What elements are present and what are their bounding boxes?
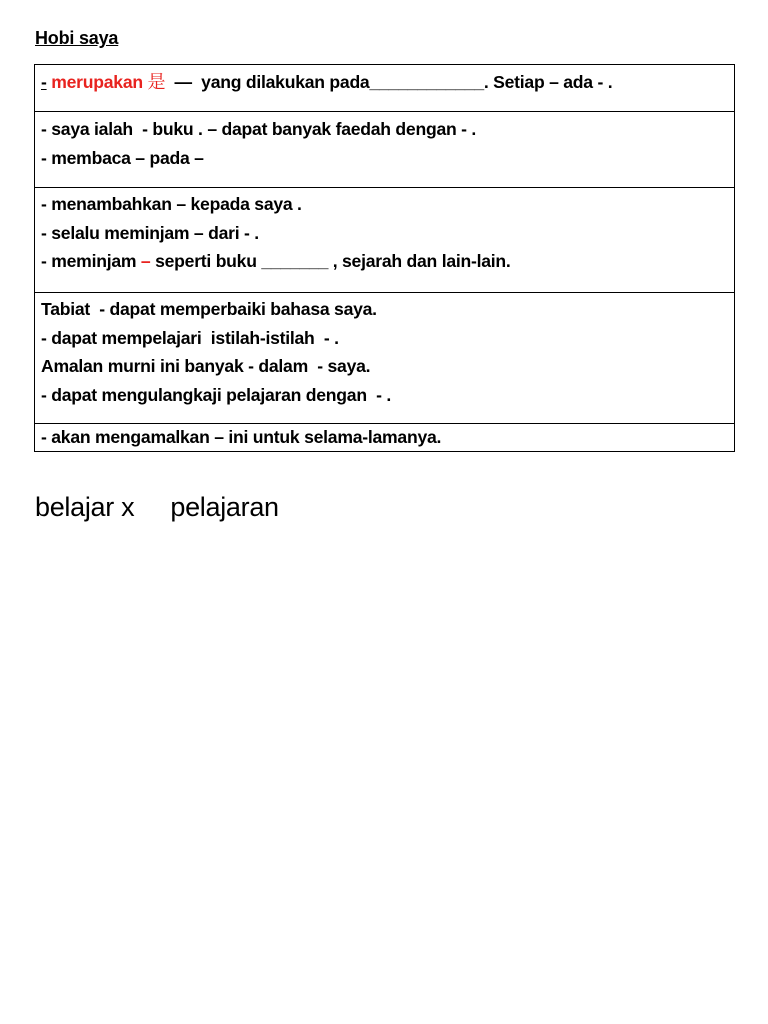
chinese-character: 是: [147, 72, 166, 93]
table-cell-intro: [35, 65, 735, 112]
text-line: - dapat mempelajari istilah-istilah - .: [41, 327, 339, 348]
text-line: [41, 68, 734, 97]
table-row: [35, 65, 735, 112]
table-row: [35, 188, 735, 293]
table-row: [35, 293, 735, 424]
page-title: Hobi saya: [35, 28, 119, 48]
text-line: - menambahkan – kepada saya .: [41, 194, 302, 214]
table-cell: [35, 293, 735, 424]
text-line: - membaca – pada –: [41, 147, 204, 168]
text-line: - dapat mengulangkaji pelajaran dengan - .: [41, 384, 391, 405]
text-segment: - meminjam: [41, 251, 141, 271]
text-segment: — yang dilakukan pada____________. Setiap – ada - .: [165, 72, 613, 92]
essay-outline-table: [34, 64, 735, 452]
text-line: Amalan murni ini banyak - dalam - saya.: [41, 356, 371, 376]
blank-lead: -: [41, 72, 47, 92]
text-segment: seperti buku _______ , sejarah dan lain-lain.: [150, 251, 511, 271]
text-line: Tabiat - dapat memperbaiki bahasa saya.: [41, 299, 377, 319]
table-cell: [35, 424, 735, 452]
text-line: [41, 247, 734, 276]
vocabulary-note: belajar x pelajaran: [35, 492, 279, 522]
table-row: [35, 112, 735, 188]
text-line: - selalu meminjam – dari - .: [41, 222, 259, 243]
table-row: [35, 424, 735, 452]
highlight-dash: –: [140, 251, 151, 271]
highlight-word: merupakan: [51, 72, 148, 92]
table-cell: [35, 188, 735, 293]
text-line: - akan mengamalkan – ini untuk selama-lamanya.: [41, 427, 442, 447]
text-line: - saya ialah - buku . – dapat banyak faedah dengan - .: [41, 119, 477, 139]
table-cell: [35, 112, 735, 188]
